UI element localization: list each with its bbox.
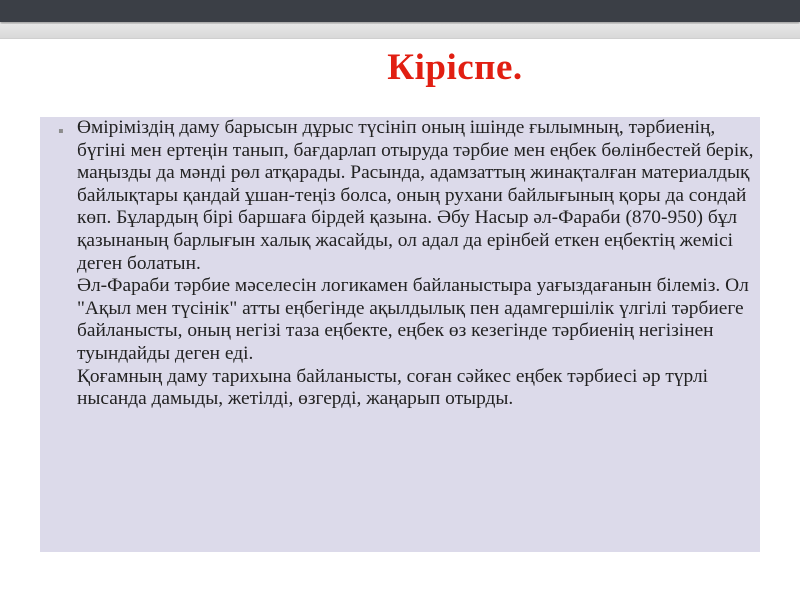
top-gray-strip: [0, 24, 800, 38]
paragraph-1: Өміріміздің даму барысын дұрыс түсініп оның ішінде ғылымның, тәрбиенің, бүгіні мен ертеңін танып, бағдарлап отыруда тәрбие мен еңбек бөлінбестей берік, маңызды да мәнді рөл атқарады. Расында, адамзаттың жинақталған материалдық байлықтары қандай ұшан-теңіз болса, оның рухани байлығының қоры да сондай көп. Бұлардың бірі баршаға бірдей қазына. Әбу Насыр әл-Фараби (870-950) бұл қазынаның барлығын халық жасайды, ол адал да ерінбей еткен еңбектің жемісі деген болатын.: [77, 117, 754, 274]
paragraph-3: Қоғамның даму тарихына байланысты, соған сәйкес еңбек тәрбиесі әр түрлі нысанда дамыды, жетілді, өзгерді, жаңарып отырды.: [77, 365, 709, 410]
body-text: [77, 117, 757, 411]
slide-title: Кіріспе.: [387, 47, 523, 88]
paragraph-2: Әл-Фараби тәрбие мәселесін логикамен байланыстыра уағыздағанын білеміз. Ол "Ақыл мен түсінік" атты еңбегінде ақылдылық пен адамгершілік үлгілі тәрбиеге байланысты, оның негізі таза еңбекте, еңбек өз кезегінде тәрбиенің негізінен туындайды деген еді.: [77, 275, 749, 364]
bullet-icon: ▪: [58, 123, 64, 140]
top-dark-bar: [0, 0, 800, 22]
top-strip-divider: [0, 38, 800, 39]
